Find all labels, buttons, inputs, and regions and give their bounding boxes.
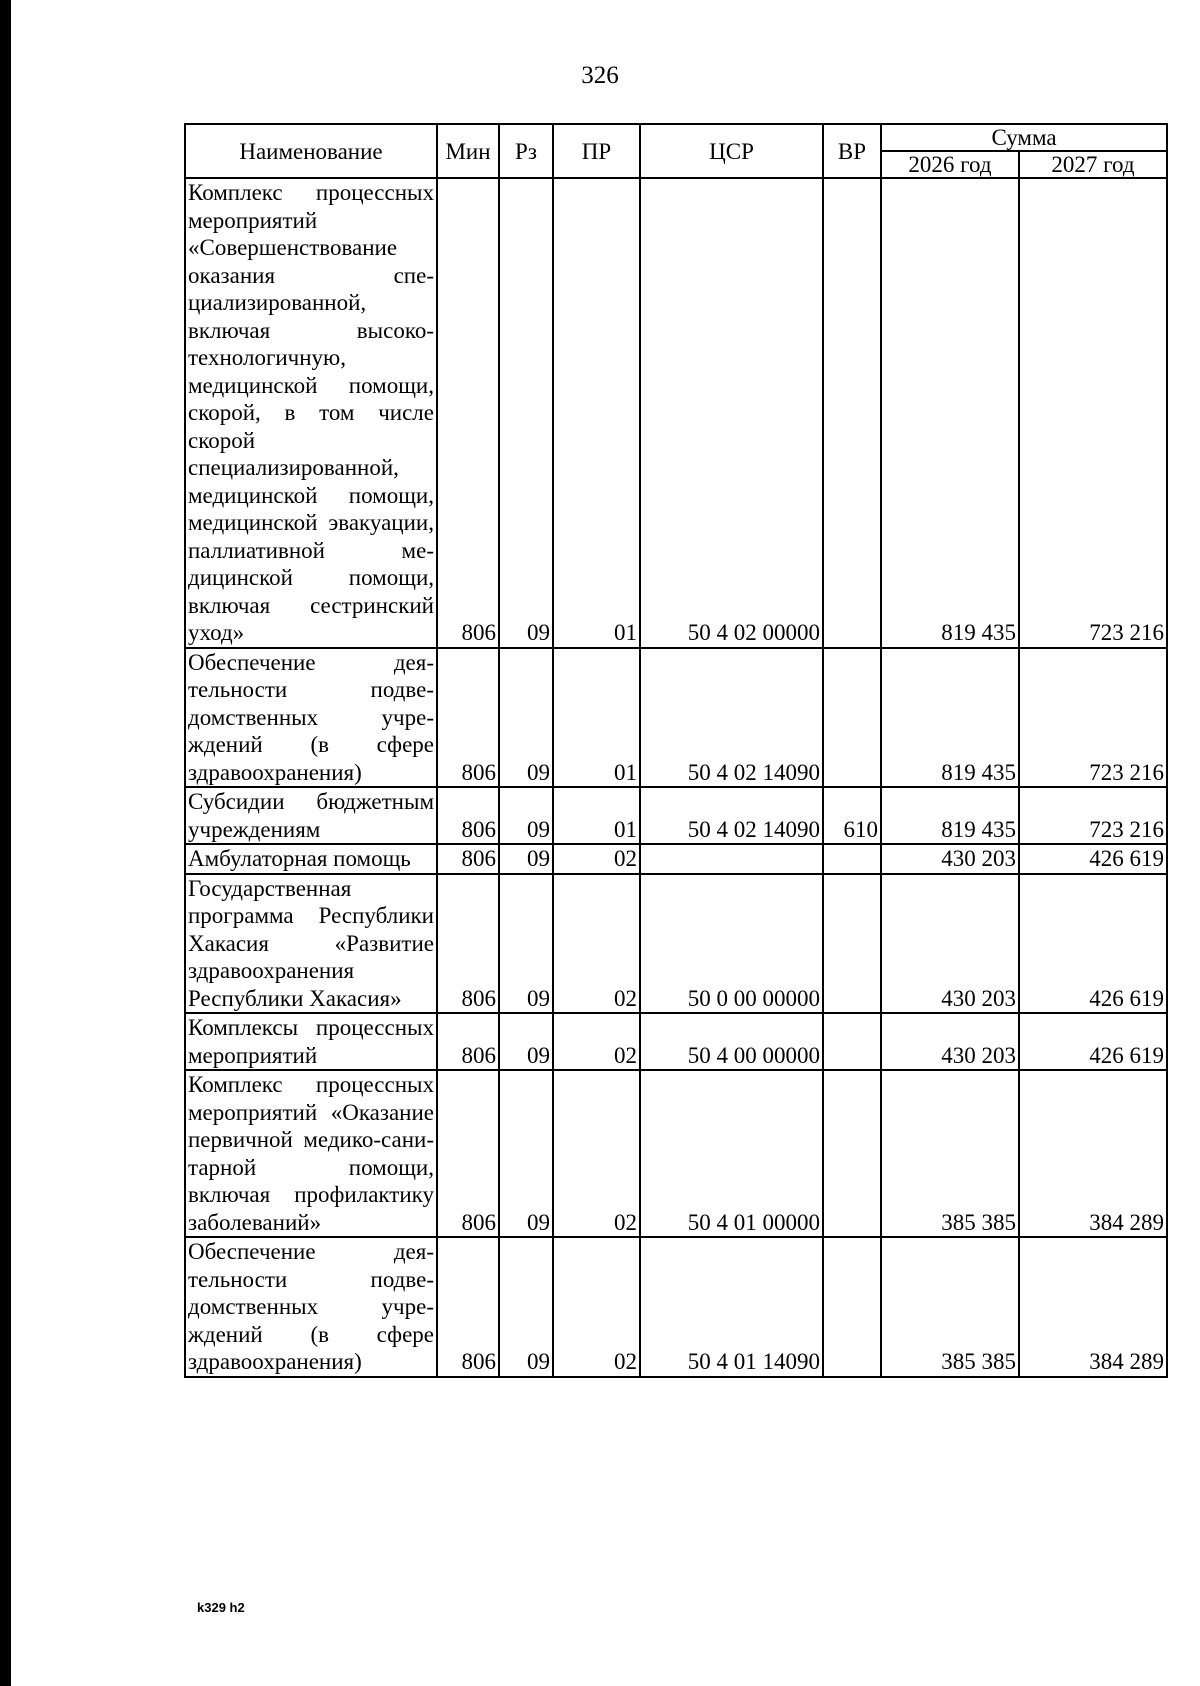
document-code: k329 h2 xyxy=(197,1600,245,1615)
row-vr xyxy=(823,648,881,788)
row-rz: 09 xyxy=(499,1237,553,1377)
row-sum-2026: 819 435 xyxy=(881,648,1019,788)
row-name: Государственная программа Республики Хакасия «Развитие здравоохранения Республики Хакасия» xyxy=(185,874,437,1014)
row-rz: 09 xyxy=(499,1070,553,1237)
row-sum-2026: 385 385 xyxy=(881,1237,1019,1377)
row-vr xyxy=(823,1070,881,1237)
row-min: 806 xyxy=(437,1013,499,1070)
row-pr: 01 xyxy=(553,648,640,788)
row-vr: 610 xyxy=(823,787,881,844)
row-sum-2027: 426 619 xyxy=(1019,844,1167,874)
row-sum-2026: 385 385 xyxy=(881,1070,1019,1237)
row-rz: 09 xyxy=(499,844,553,874)
row-min: 806 xyxy=(437,1237,499,1377)
row-min: 806 xyxy=(437,178,499,648)
row-vr xyxy=(823,874,881,1014)
table-row xyxy=(185,648,1167,788)
row-name: Обеспечение деятельности подведомственных учреждений (в сфере здравоохранения) xyxy=(185,648,437,788)
row-vr xyxy=(823,178,881,648)
budget-table xyxy=(184,123,1168,1378)
row-sum-2027: 426 619 xyxy=(1019,1013,1167,1070)
row-rz: 09 xyxy=(499,178,553,648)
row-name: Комплексы процессных мероприятий xyxy=(185,1013,437,1070)
row-sum-2026: 819 435 xyxy=(881,787,1019,844)
header-min: Мин xyxy=(437,124,499,178)
header-csr: ЦСР xyxy=(640,124,823,178)
header-sum: Сумма xyxy=(881,124,1167,151)
header-name: Наименование xyxy=(185,124,437,178)
row-pr: 01 xyxy=(553,787,640,844)
row-vr xyxy=(823,1013,881,1070)
page-number: 326 xyxy=(581,62,619,89)
row-name: Амбулаторная помощь xyxy=(185,844,437,874)
row-min: 806 xyxy=(437,787,499,844)
row-pr: 02 xyxy=(553,1237,640,1377)
row-pr: 02 xyxy=(553,874,640,1014)
row-rz: 09 xyxy=(499,787,553,844)
row-csr: 50 4 01 14090 xyxy=(640,1237,823,1377)
table-row xyxy=(185,787,1167,844)
header-year-2026: 2026 год xyxy=(881,151,1019,178)
row-sum-2026: 819 435 xyxy=(881,178,1019,648)
row-min: 806 xyxy=(437,1070,499,1237)
row-name: Комплекс процессных мероприятий «Оказание первичной медико-санитарной помощи, включая профилактику заболеваний» xyxy=(185,1070,437,1237)
row-csr: 50 4 01 00000 xyxy=(640,1070,823,1237)
header-pr: ПР xyxy=(553,124,640,178)
row-pr: 01 xyxy=(553,178,640,648)
row-vr xyxy=(823,1237,881,1377)
row-min: 806 xyxy=(437,874,499,1014)
table-row xyxy=(185,1013,1167,1070)
row-rz: 09 xyxy=(499,874,553,1014)
row-name: Субсидии бюджетным учреждениям xyxy=(185,787,437,844)
row-sum-2027: 384 289 xyxy=(1019,1070,1167,1237)
row-name: Обеспечение деятельности подведомственных учреждений (в сфере здравоохранения) xyxy=(185,1237,437,1377)
table-row xyxy=(185,844,1167,874)
row-csr: 50 4 02 14090 xyxy=(640,648,823,788)
table-row xyxy=(185,1237,1167,1377)
row-sum-2027: 426 619 xyxy=(1019,874,1167,1014)
row-csr xyxy=(640,844,823,874)
row-sum-2027: 384 289 xyxy=(1019,1237,1167,1377)
row-sum-2026: 430 203 xyxy=(881,844,1019,874)
row-rz: 09 xyxy=(499,1013,553,1070)
row-min: 806 xyxy=(437,844,499,874)
header-rz: Рз xyxy=(499,124,553,178)
table-row xyxy=(185,1070,1167,1237)
row-min: 806 xyxy=(437,648,499,788)
row-sum-2026: 430 203 xyxy=(881,874,1019,1014)
table-row xyxy=(185,178,1167,648)
header-year-2027: 2027 год xyxy=(1019,151,1167,178)
row-csr: 50 4 02 00000 xyxy=(640,178,823,648)
header-vr: ВР xyxy=(823,124,881,178)
row-sum-2027: 723 216 xyxy=(1019,648,1167,788)
row-sum-2027: 723 216 xyxy=(1019,787,1167,844)
row-rz: 09 xyxy=(499,648,553,788)
row-csr: 50 4 02 14090 xyxy=(640,787,823,844)
scan-edge-bar xyxy=(0,0,11,1686)
row-csr: 50 4 00 00000 xyxy=(640,1013,823,1070)
row-vr xyxy=(823,844,881,874)
row-pr: 02 xyxy=(553,844,640,874)
row-pr: 02 xyxy=(553,1070,640,1237)
row-pr: 02 xyxy=(553,1013,640,1070)
row-name: Комплекс процессных мероприятий «Совершенствование оказания специализированной, включая высокотехнологичную, медицинской помощи, скорой, в том числе скорой специализированной, медицинской помощи, медицинской эвакуации, паллиативной медицинской помощи, включая сестринский уход» xyxy=(185,178,437,648)
row-sum-2026: 430 203 xyxy=(881,1013,1019,1070)
row-sum-2027: 723 216 xyxy=(1019,178,1167,648)
table-row xyxy=(185,874,1167,1014)
row-csr: 50 0 00 00000 xyxy=(640,874,823,1014)
